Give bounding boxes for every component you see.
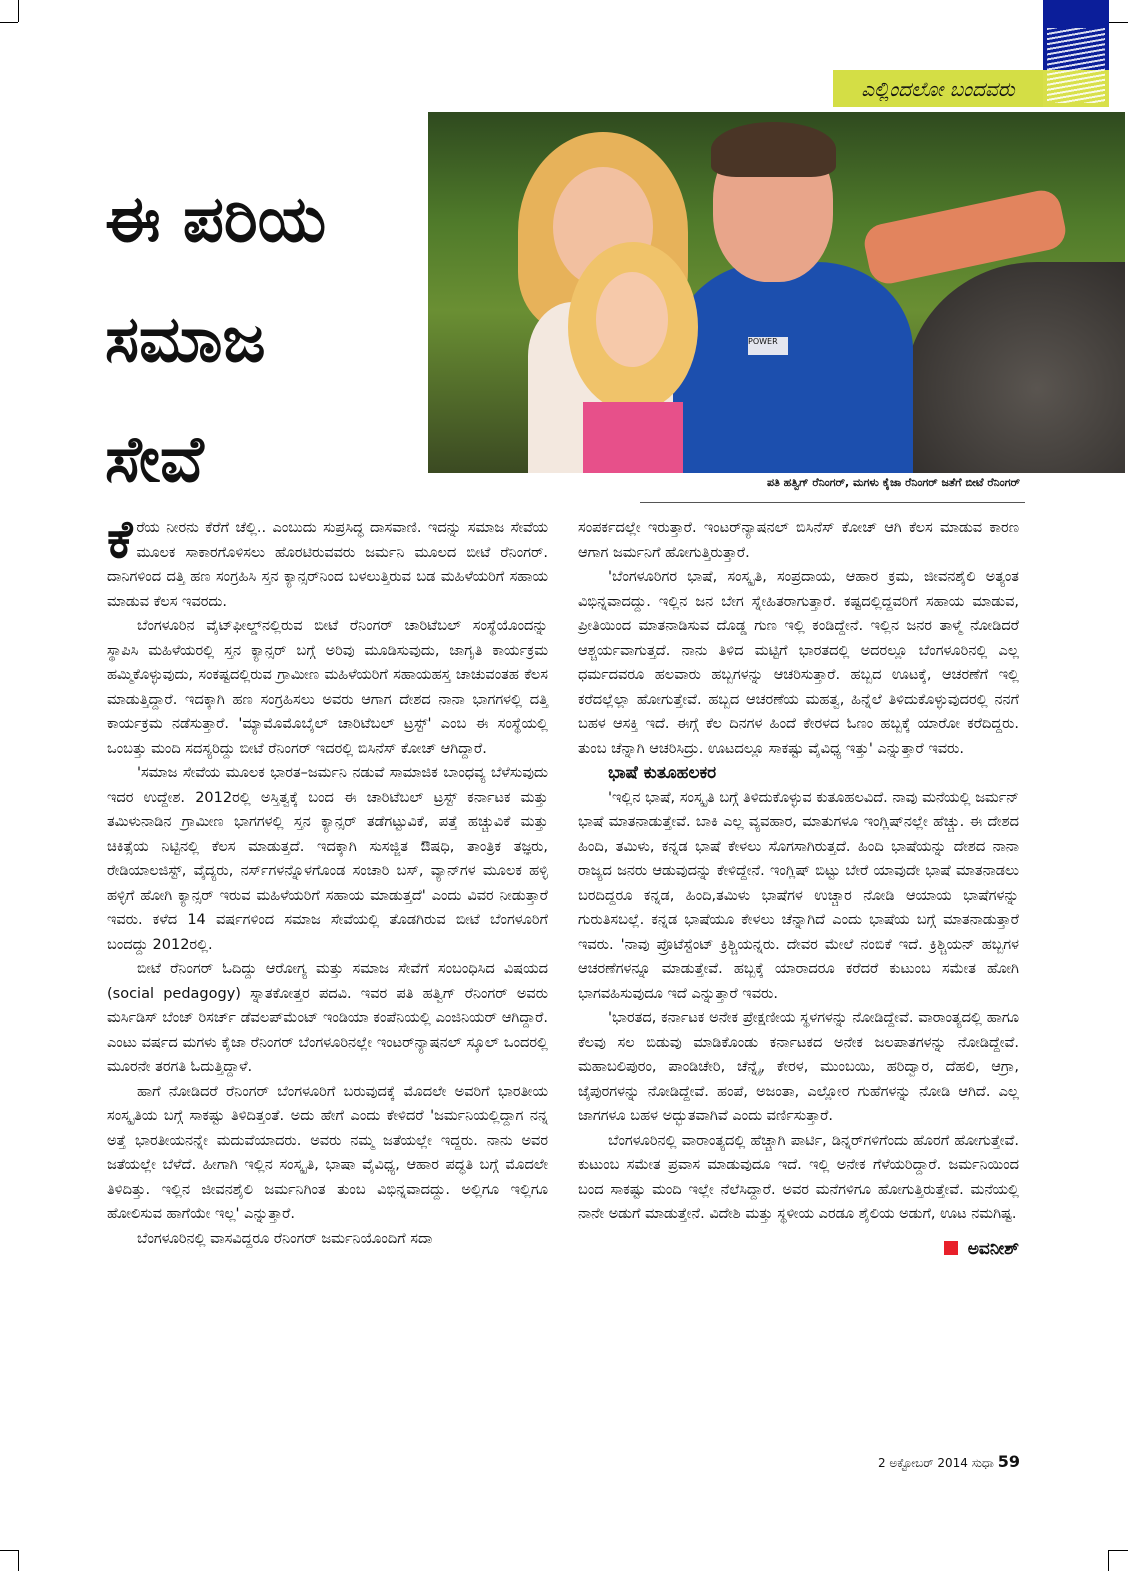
subheading: ಭಾಷೆ ಕುತೂಹಲಕರ (608, 763, 717, 783)
crop-mark (1108, 1550, 1128, 1551)
crop-mark (0, 22, 18, 23)
crop-mark (0, 1550, 18, 1551)
page-number: 59 (997, 1452, 1020, 1471)
section-tag: ಎಲ್ಲಿಂದಲೋ ಬಂದವರು (833, 70, 1043, 107)
author-name: ಅವನೀಶ್ (967, 1238, 1019, 1259)
article-column-left (107, 510, 548, 1251)
article-paragraph: 'ಭಾರತದ, ಕರ್ನಾಟಕ ಅನೇಕ ಪ್ರೇಕ್ಷಣೀಯ ಸ್ಥಳಗಳನ್ನು ನೋಡಿದ್ದೇವೆ. ವಾರಾಂತ್ಯದಲ್ಲಿ ಹಾಗೂ ಕೆಲವು ಸಲ ಬಿಡುವು ಮಾಡಿಕೊಂಡು ಕರ್ನಾಟಕದ ಅನೇಕ ಜಲಪಾತಗಳನ್ನು ನೋಡಿದ್ದೇವೆ. ಮಹಾಬಲಿಪುರಂ, ಪಾಂಡಿಚೇರಿ, ಚೆನ್ನೈ, ಕೇರಳ, ಮುಂಬಯಿ, ಹರಿದ್ವಾರ, ದೆಹಲಿ, ಆಗ್ರಾ, ಜೈಪುರಗಳನ್ನು ನೋಡಿದ್ದೇವೆ. ಹಂಪೆ, ಅಜಂತಾ, ಎಲ್ಲೋರ ಗುಹೆಗಳನ್ನು ನೋಡಿ ಆಗಿದೆ. ಎಲ್ಲ ಜಾಗಗಳೂ ಬಹಳ ಅದ್ಭುತವಾಗಿವೆ ಎಂದು ವರ್ಣಿಸುತ್ತಾರೆ. (578, 1010, 1019, 1124)
article-paragraph: ಬೆಂಗಳೂರಿನಲ್ಲಿ ವಾಸವಿದ್ದರೂ ರೆನಿಂಗರ್ ಜರ್ಮನಿಯೊಂದಿಗೆ ಸದಾ (137, 1230, 433, 1247)
byline (578, 1237, 1019, 1262)
crop-mark (1108, 1550, 1109, 1571)
shirt-logo: POWER (748, 337, 788, 355)
photo-caption: ಪತಿ ಹತ್ವಿಗ್ ರೆನಿಂಗರ್, ಮಗಳು ಕೈಜಾ ರೆನಿಂಗರ್ ಜತೆಗೆ ಬೀಟೆ ರೆನಿಂಗರ್ (766, 476, 1020, 489)
crop-mark (18, 1550, 19, 1571)
article-paragraph: ಬೆಂಗಳೂರಿನಲ್ಲಿ ವಾರಾಂತ್ಯದಲ್ಲಿ ಹೆಚ್ಚಾಗಿ ಪಾರ್ಟಿ, ಡಿನ್ನರ್‌ಗಳಿಗೆಂದು ಹೊರಗೆ ಹೋಗುತ್ತೇವೆ. ಕುಟುಂಬ ಸಮೇತ ಪ್ರವಾಸ ಮಾಡುವುದೂ ಇದೆ. ಇಲ್ಲಿ ಅನೇಕ ಗೆಳೆಯರಿದ್ದಾರೆ. ಜರ್ಮನಿಯಿಂದ ಬಂದ ಸಾಕಷ್ಟು ಮಂದಿ ಇಲ್ಲೇ ನೆಲೆಸಿದ್ದಾರೆ. ಅವರ ಮನೆಗಳಿಗೂ ಹೋಗುತ್ತಿರುತ್ತೇವೆ. ಮನೆಯಲ್ಲಿ ನಾನೇ ಅಡುಗೆ ಮಾಡುತ್ತೇನೆ. ವಿದೇಶಿ ಮತ್ತು ಸ್ಥಳೀಯ ಎರಡೂ ಶೈಲಿಯ ಅಡುಗೆ, ಊಟ ನಮಗಿಷ್ಟ. (578, 1132, 1019, 1222)
article-paragraph: ಹಾಗೆ ನೋಡಿದರೆ ರೆನಿಂಗರ್ ಬೆಂಗಳೂರಿಗೆ ಬರುವುದಕ್ಕೆ ಮೊದಲೇ ಅವರಿಗೆ ಭಾರತೀಯ ಸಂಸ್ಕೃತಿಯ ಬಗ್ಗೆ ಸಾಕಷ್ಟು ತಿಳಿದಿತ್ತಂತೆ. ಅದು ಹೇಗೆ ಎಂದು ಕೇಳಿದರೆ 'ಜರ್ಮನಿಯಲ್ಲಿದ್ದಾಗ ನನ್ನ ಅತ್ತೆ ಭಾರತೀಯನನ್ನೇ ಮದುವೆಯಾದರು. ಅವರು ನಮ್ಮ ಜತೆಯಲ್ಲೇ ಇದ್ದರು. ನಾನು ಅವರ ಜತೆಯಲ್ಲೇ ಬೆಳೆದೆ. ಹೀಗಾಗಿ ಇಲ್ಲಿನ ಸಂಸ್ಕೃತಿ, ಭಾಷಾ ವೈವಿಧ್ಯ, ಆಹಾರ ಪದ್ಧತಿ ಬಗ್ಗೆ ಮೊದಲೇ ತಿಳಿದಿತ್ತು. ಇಲ್ಲಿನ ಜೀವನಶೈಲಿ ಜರ್ಮನಿಗಿಂತ ತುಂಬ ವಿಭಿನ್ನವಾದದ್ದು. ಅಲ್ಲಿಗೂ ಇಲ್ಲಿಗೂ ಹೋಲಿಸುವ ಹಾಗೆಯೇ ಇಲ್ಲ' ಎನ್ನುತ್ತಾರೆ. (107, 1083, 548, 1222)
red-square-icon (944, 1241, 958, 1255)
family-photo (428, 112, 1125, 473)
article-column-right (578, 516, 1019, 1261)
headline-line: ಈ ಪರಿಯ (105, 183, 327, 257)
headline (105, 160, 415, 520)
headline-line: ಸೇವೆ (105, 423, 204, 497)
elephant (905, 262, 1125, 473)
page-folio (878, 1452, 1020, 1471)
crop-mark (18, 0, 19, 22)
article-paragraph: ಬೆಂಗಳೂರಿನ ವೈಟ್‌ಫೀಲ್ಡ್‌ನಲ್ಲಿರುವ ಬೀಟೆ ರೆನಿಂಗರ್ ಚಾರಿಟೆಬಲ್ ಸಂಸ್ಥೆಯೊಂದನ್ನು ಸ್ಥಾಪಿಸಿ ಮಹಿಳೆಯರಲ್ಲಿ ಸ್ತನ ಕ್ಯಾನ್ಸರ್ ಬಗ್ಗೆ ಅರಿವು ಮೂಡಿಸುವುದು, ಜಾಗೃತಿ ಕಾರ್ಯಕ್ರಮ ಹಮ್ಮಿಕೊಳ್ಳುವುದು, ಸಂಕಷ್ಟದಲ್ಲಿರುವ ಗ್ರಾಮೀಣ ಮಹಿಳೆಯರಿಗೆ ಸಹಾಯಹಸ್ತ ಚಾಚುವಂತಹ ಕೆಲಸ ಮಾಡುತ್ತಿದ್ದಾರೆ. ಇದಕ್ಕಾಗಿ ಹಣ ಸಂಗ್ರಹಿಸಲು ಅವರು ಆಗಾಗ ದೇಶದ ನಾನಾ ಭಾಗಗಳಲ್ಲಿ ದತ್ತಿ ಕಾರ್ಯಕ್ರಮ ನಡೆಸುತ್ತಾರೆ. 'ಮ್ಯಾಮೊಮೊಬೈಲ್ ಚಾರಿಟೆಬಲ್ ಟ್ರಸ್ಟ್' ಎಂಬ ಈ ಸಂಸ್ಥೆಯಲ್ಲಿ ಒಂಬತ್ತು ಮಂದಿ ಸದಸ್ಯರಿದ್ದು ಬೀಟೆ ರೆನಿಂಗರ್ ಇದರಲ್ಲಿ ಬಿಸಿನೆಸ್ ಕೋಚ್ ಆಗಿದ್ದಾರೆ. (107, 618, 548, 757)
divider (640, 502, 1025, 503)
headline-line: ಸಮಾಜ (105, 303, 266, 377)
article-paragraph: 'ಇಲ್ಲಿನ ಭಾಷೆ, ಸಂಸ್ಕೃತಿ ಬಗ್ಗೆ ತಿಳಿದುಕೊಳ್ಳುವ ಕುತೂಹಲವಿದೆ. ನಾವು ಮನೆಯಲ್ಲಿ ಜರ್ಮನ್ ಭಾಷೆ ಮಾತನಾಡುತ್ತೇವೆ. ಬಾಕಿ ಎಲ್ಲ ವ್ಯವಹಾರ, ಮಾತುಗಳೂ ಇಂಗ್ಲಿಷ್‌ನಲ್ಲೇ ಹೆಚ್ಚು. ಈ ದೇಶದ ಹಿಂದಿ, ತಮಿಳು, ಕನ್ನಡ ಭಾಷೆ ಕೇಳಲು ಸೊಗಸಾಗಿರುತ್ತದೆ. ಹಿಂದಿ ಭಾಷೆಯನ್ನು ದೇಶದ ನಾನಾ ರಾಜ್ಯದ ಜನರು ಆಡುವುದನ್ನು ಕೇಳಿದ್ದೇನೆ. ಇಂಗ್ಲಿಷ್ ಬಿಟ್ಟು ಬೇರೆ ಯಾವುದೇ ಭಾಷೆ ಮಾತನಾಡಲು ಬರದಿದ್ದರೂ ಕನ್ನಡ, ಹಿಂದಿ,ತಮಿಳು ಭಾಷೆಗಳ ಉಚ್ಚಾರ ನೋಡಿ ಆಯಾಯ ಭಾಷೆಗಳನ್ನು ಗುರುತಿಸಬಲ್ಲೆ. ಕನ್ನಡ ಭಾಷೆಯೂ ಕೇಳಲು ಚೆನ್ನಾಗಿದೆ ಎಂದು ಭಾಷೆಯ ಬಗ್ಗೆ ಮಾತನಾಡುತ್ತಾರೆ ಇವರು. 'ನಾವು ಪ್ರೊಟೆಸ್ಟೆಂಟ್ ಕ್ರಿಶ್ಚಿಯನ್ನರು. ದೇವರ ಮೇಲೆ ನಂಬಿಕೆ ಇದೆ. ಕ್ರಿಶ್ಚಿಯನ್ ಹಬ್ಬಗಳ ಆಚರಣೆಗಳನ್ನೂ ಮಾಡುತ್ತೇವೆ. ಹಬ್ಬಕ್ಕೆ ಯಾರಾದರೂ ಕರೆದರೆ ಕುಟುಂಬ ಸಮೇತ ಹೋಗಿ ಭಾಗವಹಿಸುವುದೂ ಇದೆ ಎನ್ನುತ್ತಾರೆ ಇವರು. (578, 789, 1019, 1002)
article-paragraph: ಬೀಟೆ ರೆನಿಂಗರ್ ಓದಿದ್ದು ಆರೋಗ್ಯ ಮತ್ತು ಸಮಾಜ ಸೇವೆಗೆ ಸಂಬಂಧಿಸಿದ ವಿಷಯದ (social pedagogy) ಸ್ನಾತಕೋತ್ತರ ಪದವಿ. ಇವರ ಪತಿ ಹತ್ವಿಗ್ ರೆನಿಂಗರ್ ಅವರು ಮರ್ಸಿಡಿಸ್ ಬೆಂಜ್ ರಿಸರ್ಚ್ ಡೆವಲಪ್‌ಮೆಂಟ್ ಇಂಡಿಯಾ ಕಂಪೆನಿಯಲ್ಲಿ ಎಂಜಿನಿಯರ್ ಆಗಿದ್ದಾರೆ. ಎಂಟು ವರ್ಷದ ಮಗಳು ಕೈಜಾ ರೆನಿಂಗರ್ ಬೆಂಗಳೂರಿನಲ್ಲೇ ಇಂಟರ್‌ನ್ಯಾಷನಲ್ ಸ್ಕೂಲ್ ಒಂದರಲ್ಲಿ ಮೂರನೇ ತರಗತಿ ಓದುತ್ತಿದ್ದಾಳೆ. (107, 961, 548, 1075)
drop-cap: ಕೆ (107, 510, 133, 570)
article-paragraph: ಸಂಪರ್ಕದಲ್ಲೇ ಇರುತ್ತಾರೆ. ಇಂಟರ್‌ನ್ಯಾಷನಲ್ ಬಿಸಿನೆಸ್ ಕೋಚ್ ಆಗಿ ಕೆಲಸ ಮಾಡುವ ಕಾರಣ ಆಗಾಗ ಜರ್ಮನಿಗೆ ಹೋಗುತ್ತಿರುತ್ತಾರೆ. (578, 520, 1019, 561)
article-paragraph: 'ಸಮಾಜ ಸೇವೆಯ ಮೂಲಕ ಭಾರತ–ಜರ್ಮನಿ ನಡುವೆ ಸಾಮಾಜಿಕ ಬಾಂಧವ್ಯ ಬೆಳೆಸುವುದು ಇದರ ಉದ್ದೇಶ. 2012ರಲ್ಲಿ ಅಸ್ತಿತ್ವಕ್ಕೆ ಬಂದ ಈ ಚಾರಿಟೆಬಲ್ ಟ್ರಸ್ಟ್ ಕರ್ನಾಟಕ ಮತ್ತು ತಮಿಳುನಾಡಿನ ಗ್ರಾಮೀಣ ಭಾಗಗಳಲ್ಲಿ ಸ್ತನ ಕ್ಯಾನ್ಸರ್ ತಡೆಗಟ್ಟುವಿಕೆ, ಪತ್ತೆ ಹಚ್ಚುವಿಕೆ ಮತ್ತು ಚಿಕಿತ್ಸೆಯ ನಿಟ್ಟಿನಲ್ಲಿ ಕೆಲಸ ಮಾಡುತ್ತದೆ. ಇದಕ್ಕಾಗಿ ಸುಸಜ್ಜಿತ ಔಷಧಿ, ತಾಂತ್ರಿಕ ತಜ್ಞರು, ರೇಡಿಯಾಲಜಿಸ್ಟ್, ವೈದ್ಯರು, ನರ್ಸ್‌ಗಳನ್ನೊಳಗೊಂಡ ಸಂಚಾರಿ ಬಸ್, ವ್ಯಾನ್‌ಗಳ ಮೂಲಕ ಹಳ್ಳಿ ಹಳ್ಳಿಗೆ ಹೋಗಿ ಕ್ಯಾನ್ಸರ್ ಇರುವ ಮಹಿಳೆಯರಿಗೆ ಸಹಾಯ ಮಾಡುತ್ತದೆ' ಎಂದು ವಿವರ ನೀಡುತ್ತಾರೆ ಇವರು. ಕಳೆದ 14 ವರ್ಷಗಳಿಂದ ಸಮಾಜ ಸೇವೆಯಲ್ಲಿ ತೊಡಗಿರುವ ಬೀಟೆ ಬೆಂಗಳೂರಿಗೆ ಬಂದದ್ದು 2012ರಲ್ಲಿ. (107, 765, 548, 953)
article-paragraph: 'ಬೆಂಗಳೂರಿಗರ ಭಾಷೆ, ಸಂಸ್ಕೃತಿ, ಸಂಪ್ರದಾಯ, ಆಹಾರ ಕ್ರಮ, ಜೀವನಶೈಲಿ ಅತ್ಯಂತ ವಿಭಿನ್ನವಾದದ್ದು. ಇಲ್ಲಿನ ಜನ ಬೇಗ ಸ್ನೇಹಿತರಾಗುತ್ತಾರೆ. ಕಷ್ಟದಲ್ಲಿದ್ದವರಿಗೆ ಸಹಾಯ ಮಾಡುವ, ಪ್ರೀತಿಯಿಂದ ಮಾತನಾಡಿಸುವ ದೊಡ್ಡ ಗುಣ ಇಲ್ಲಿ ಕಂಡಿದ್ದೇನೆ. ಇಲ್ಲಿನ ಜನರ ತಾಳ್ಮೆ ನೋಡಿದರೆ ಆಶ್ಚರ್ಯವಾಗುತ್ತದೆ. ನಾನು ತಿಳಿದ ಮಟ್ಟಿಗೆ ಭಾರತದಲ್ಲಿ ಅದರಲ್ಲೂ ಬೆಂಗಳೂರಿನಲ್ಲಿ ಎಲ್ಲ ಧರ್ಮದವರೂ ಹಲವಾರು ಹಬ್ಬಗಳನ್ನು ಆಚರಿಸುತ್ತಾರೆ. ಹಬ್ಬದ ಊಟಕ್ಕೆ, ಆಚರಣೆಗೆ ಇಲ್ಲಿ ಕರೆದಲ್ಲೆಲ್ಲಾ ಹೋಗುತ್ತೇವೆ. ಹಬ್ಬದ ಆಚರಣೆಯ ಮಹತ್ವ, ಹಿನ್ನೆಲೆ ತಿಳಿದುಕೊಳ್ಳುವುದರಲ್ಲಿ ನನಗೆ ಬಹಳ ಆಸಕ್ತಿ ಇದೆ. ಈಗ್ಗೆ ಕೆಲ ದಿನಗಳ ಹಿಂದೆ ಕೇರಳದ ಓಣಂ ಹಬ್ಬಕ್ಕೆ ಯಾರೋ ಕರೆದಿದ್ದರು. ತುಂಬ ಚೆನ್ನಾಗಿ ಆಚರಿಸಿದ್ರು. ಊಟದಲ್ಲೂ ಸಾಕಷ್ಟು ವೈವಿಧ್ಯ ಇತ್ತು' ಎನ್ನುತ್ತಾರೆ ಇವರು. (578, 569, 1019, 757)
issue-date: 2 ಅಕ್ಟೋಬರ್ 2014 (877, 1456, 968, 1470)
magazine-name: ಸುಧಾ (971, 1456, 994, 1470)
article-paragraph: ಕೆರೆಯ ನೀರನು ಕೆರೆಗೆ ಚೆಲ್ಲಿ.. ಎಂಬುದು ಸುಪ್ರಸಿದ್ಧ ದಾಸವಾಣಿ. ಇದನ್ನು ಸಮಾಜ ಸೇವೆಯ ಮೂಲಕ ಸಾಕಾರಗೊಳಿಸಲು ಹೊರಟಿರುವವರು ಜರ್ಮನಿ ಮೂಲದ ಬೀಟೆ ರೆನಿಂಗರ್. ದಾನಿಗಳಿಂದ ದತ್ತಿ ಹಣ ಸಂಗ್ರಹಿಸಿ ಸ್ತನ ಕ್ಯಾನ್ಸರ್‌ನಿಂದ ಬಳಲುತ್ತಿರುವ ಬಡ ಮಹಿಳೆಯರಿಗೆ ಸಹಾಯ ಮಾಡುವ ಕೆಲಸ ಇವರದು. (107, 510, 548, 610)
building-logo-icon (1043, 0, 1109, 107)
